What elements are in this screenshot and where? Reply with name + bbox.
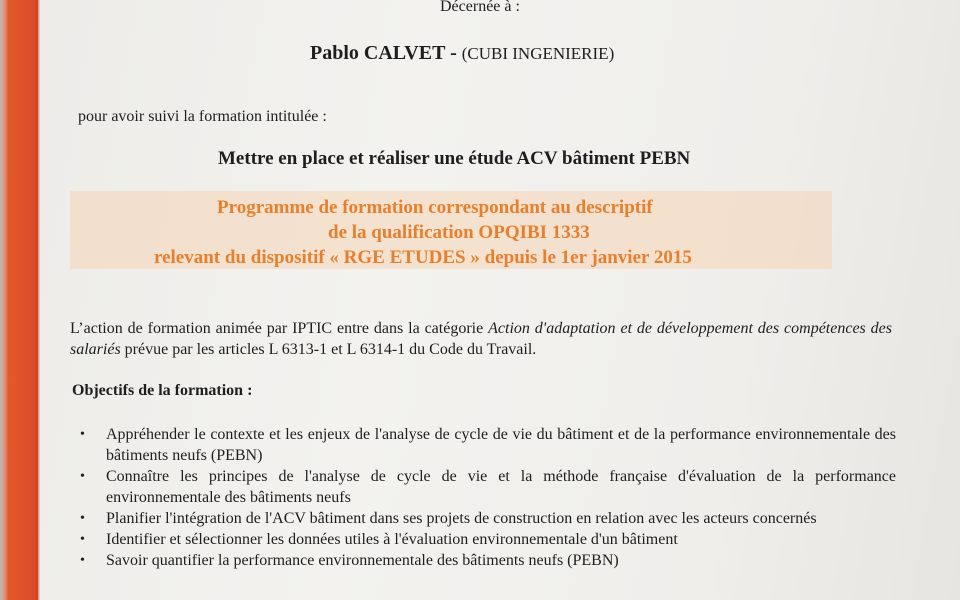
- objectives-title: Objectifs de la formation :: [72, 382, 253, 399]
- bullet-icon: •: [80, 511, 85, 526]
- recipient-company: (CUBI INGENIERIE): [461, 44, 615, 63]
- objective-text: Identifier et sélectionner les données utiles à l'évaluation environnementale d'un bâtiment: [106, 531, 678, 548]
- category-paragraph: [70, 318, 892, 360]
- intro-text: pour avoir suivi la formation intitulée :: [78, 108, 327, 125]
- orange-ribbon-stripe: [0, 0, 38, 600]
- course-title: Mettre en place et réaliser une étude ACV bâtiment PEBN: [218, 148, 691, 169]
- awarded-to-label: Décernée à :: [440, 0, 520, 15]
- bullet-icon: •: [80, 532, 85, 547]
- program-line-3: relevant du dispositif « RGE ETUDES » depuis le 1er janvier 2015: [154, 247, 692, 268]
- program-line-1: Programme de formation correspondant au descriptif: [217, 197, 653, 218]
- category-text-after: prévue par les articles L 6313-1 et L 6314-1 du Code du Travail.: [120, 341, 537, 358]
- objective-item: [76, 466, 896, 508]
- program-line-2: de la qualification OPQIBI 1333: [328, 222, 590, 243]
- objectives-list: [76, 424, 896, 571]
- recipient-separator: -: [445, 42, 462, 64]
- objective-text: Appréhender le contexte et les enjeux de l'analyse de cycle de vie du bâtiment et de la performance environnementale des bâtiments neufs (PEBN): [106, 426, 896, 464]
- bullet-icon: •: [80, 553, 85, 568]
- bullet-icon: •: [80, 427, 85, 442]
- objective-item: [76, 550, 896, 571]
- objective-text: Planifier l'intégration de l'ACV bâtiment dans ses projets de construction en relation avec les acteurs concernés: [106, 510, 817, 527]
- recipient-name: Pablo CALVET: [310, 42, 446, 64]
- ribbon-edge: [36, 0, 40, 600]
- category-text-before: L’action de formation animée par IPTIC entre dans la catégorie: [70, 320, 489, 337]
- objective-text: Connaître les principes de l'analyse de cycle de vie et la méthode française d'évaluation de la performance environnementale des bâtiments neufs: [106, 468, 896, 506]
- recipient-line: [310, 42, 614, 65]
- bullet-icon: •: [80, 469, 85, 484]
- objective-item: [76, 424, 896, 466]
- objective-text: Savoir quantifier la performance environnementale des bâtiments neufs (PEBN): [106, 552, 619, 569]
- objective-item: [76, 508, 896, 529]
- objective-item: [76, 529, 896, 550]
- category-text-italic: Action d'adaptation et de développement des compétences des salariés: [70, 320, 893, 358]
